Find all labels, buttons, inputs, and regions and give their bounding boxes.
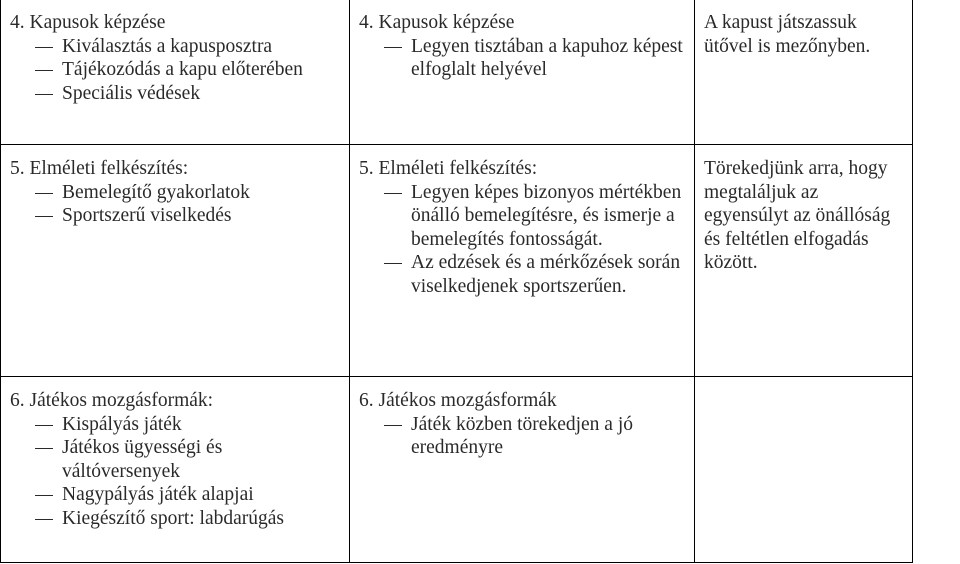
- list-item: Kispályás játék: [10, 413, 341, 437]
- list-item: Játékos ügyességi és váltóversenyek: [10, 436, 341, 483]
- dash-bullet-icon: [35, 204, 53, 228]
- section-heading: 5. Elméleti felkészítés:: [10, 158, 189, 179]
- dash-bullet-icon: [35, 58, 53, 82]
- dash-bullet-icon: [384, 413, 402, 460]
- table-cell: [1, 377, 350, 563]
- section-heading: 6. Játékos mozgásformák: [359, 390, 557, 411]
- list-item: Speciális védések: [10, 82, 341, 106]
- section-heading: 4. Kapusok képzése: [10, 12, 166, 33]
- list-item: Játék közben törekedjen a jó eredményre: [359, 413, 686, 460]
- section-heading: 4. Kapusok képzése: [359, 12, 515, 33]
- list-item: Az edzések és a mérkőzések során viselkedjenek sportszerűen.: [359, 251, 686, 298]
- bullet-list: [359, 35, 686, 82]
- dash-bullet-icon: [35, 181, 53, 205]
- bullet-list: [10, 35, 341, 106]
- table-cell: [350, 377, 695, 563]
- table-cell: [350, 0, 695, 145]
- table-cell: [1, 145, 350, 377]
- table-row: [1, 377, 913, 563]
- dash-bullet-icon: [35, 436, 53, 483]
- dash-bullet-icon: [384, 251, 402, 298]
- dash-bullet-icon: [35, 82, 53, 106]
- bullet-list: [10, 181, 341, 228]
- list-item: Kiválasztás a kapusposztra: [10, 35, 341, 59]
- section-heading: 5. Elméleti felkészítés:: [359, 158, 538, 179]
- dash-bullet-icon: [35, 413, 53, 437]
- bullet-list: [359, 413, 686, 460]
- table-cell: [695, 377, 913, 563]
- bullet-list: [10, 413, 341, 531]
- list-item: Nagypályás játék alapjai: [10, 483, 341, 507]
- bullet-list: [359, 181, 686, 299]
- list-item: Kiegészítő sport: labdarúgás: [10, 507, 341, 531]
- dash-bullet-icon: [384, 35, 402, 82]
- dash-bullet-icon: [35, 507, 53, 531]
- note-text: A kapust játszassuk ütővel is mezőnyben.: [704, 12, 871, 57]
- table-cell: [350, 145, 695, 377]
- section-heading: 6. Játékos mozgásformák:: [10, 390, 214, 411]
- list-item: Sportszerű viselkedés: [10, 204, 341, 228]
- note-text: Törekedjünk arra, hogy megtaláljuk az egyensúlyt az önállóság és feltétlen elfogadás között.: [704, 158, 891, 273]
- list-item: Legyen képes bizonyos mértékben önálló bemelegítésre, és ismerje a bemelegítés fontosságát.: [359, 181, 686, 252]
- table-row: [1, 145, 913, 377]
- dash-bullet-icon: [384, 181, 402, 252]
- table-cell: [695, 145, 913, 377]
- table-cell: [1, 0, 350, 145]
- list-item: Legyen tisztában a kapuhoz képest elfoglalt helyével: [359, 35, 686, 82]
- list-item: Tájékozódás a kapu előterében: [10, 58, 341, 82]
- list-item: Bemelegítő gyakorlatok: [10, 181, 341, 205]
- dash-bullet-icon: [35, 35, 53, 59]
- table-row: [1, 0, 913, 145]
- table-cell: [695, 0, 913, 145]
- dash-bullet-icon: [35, 483, 53, 507]
